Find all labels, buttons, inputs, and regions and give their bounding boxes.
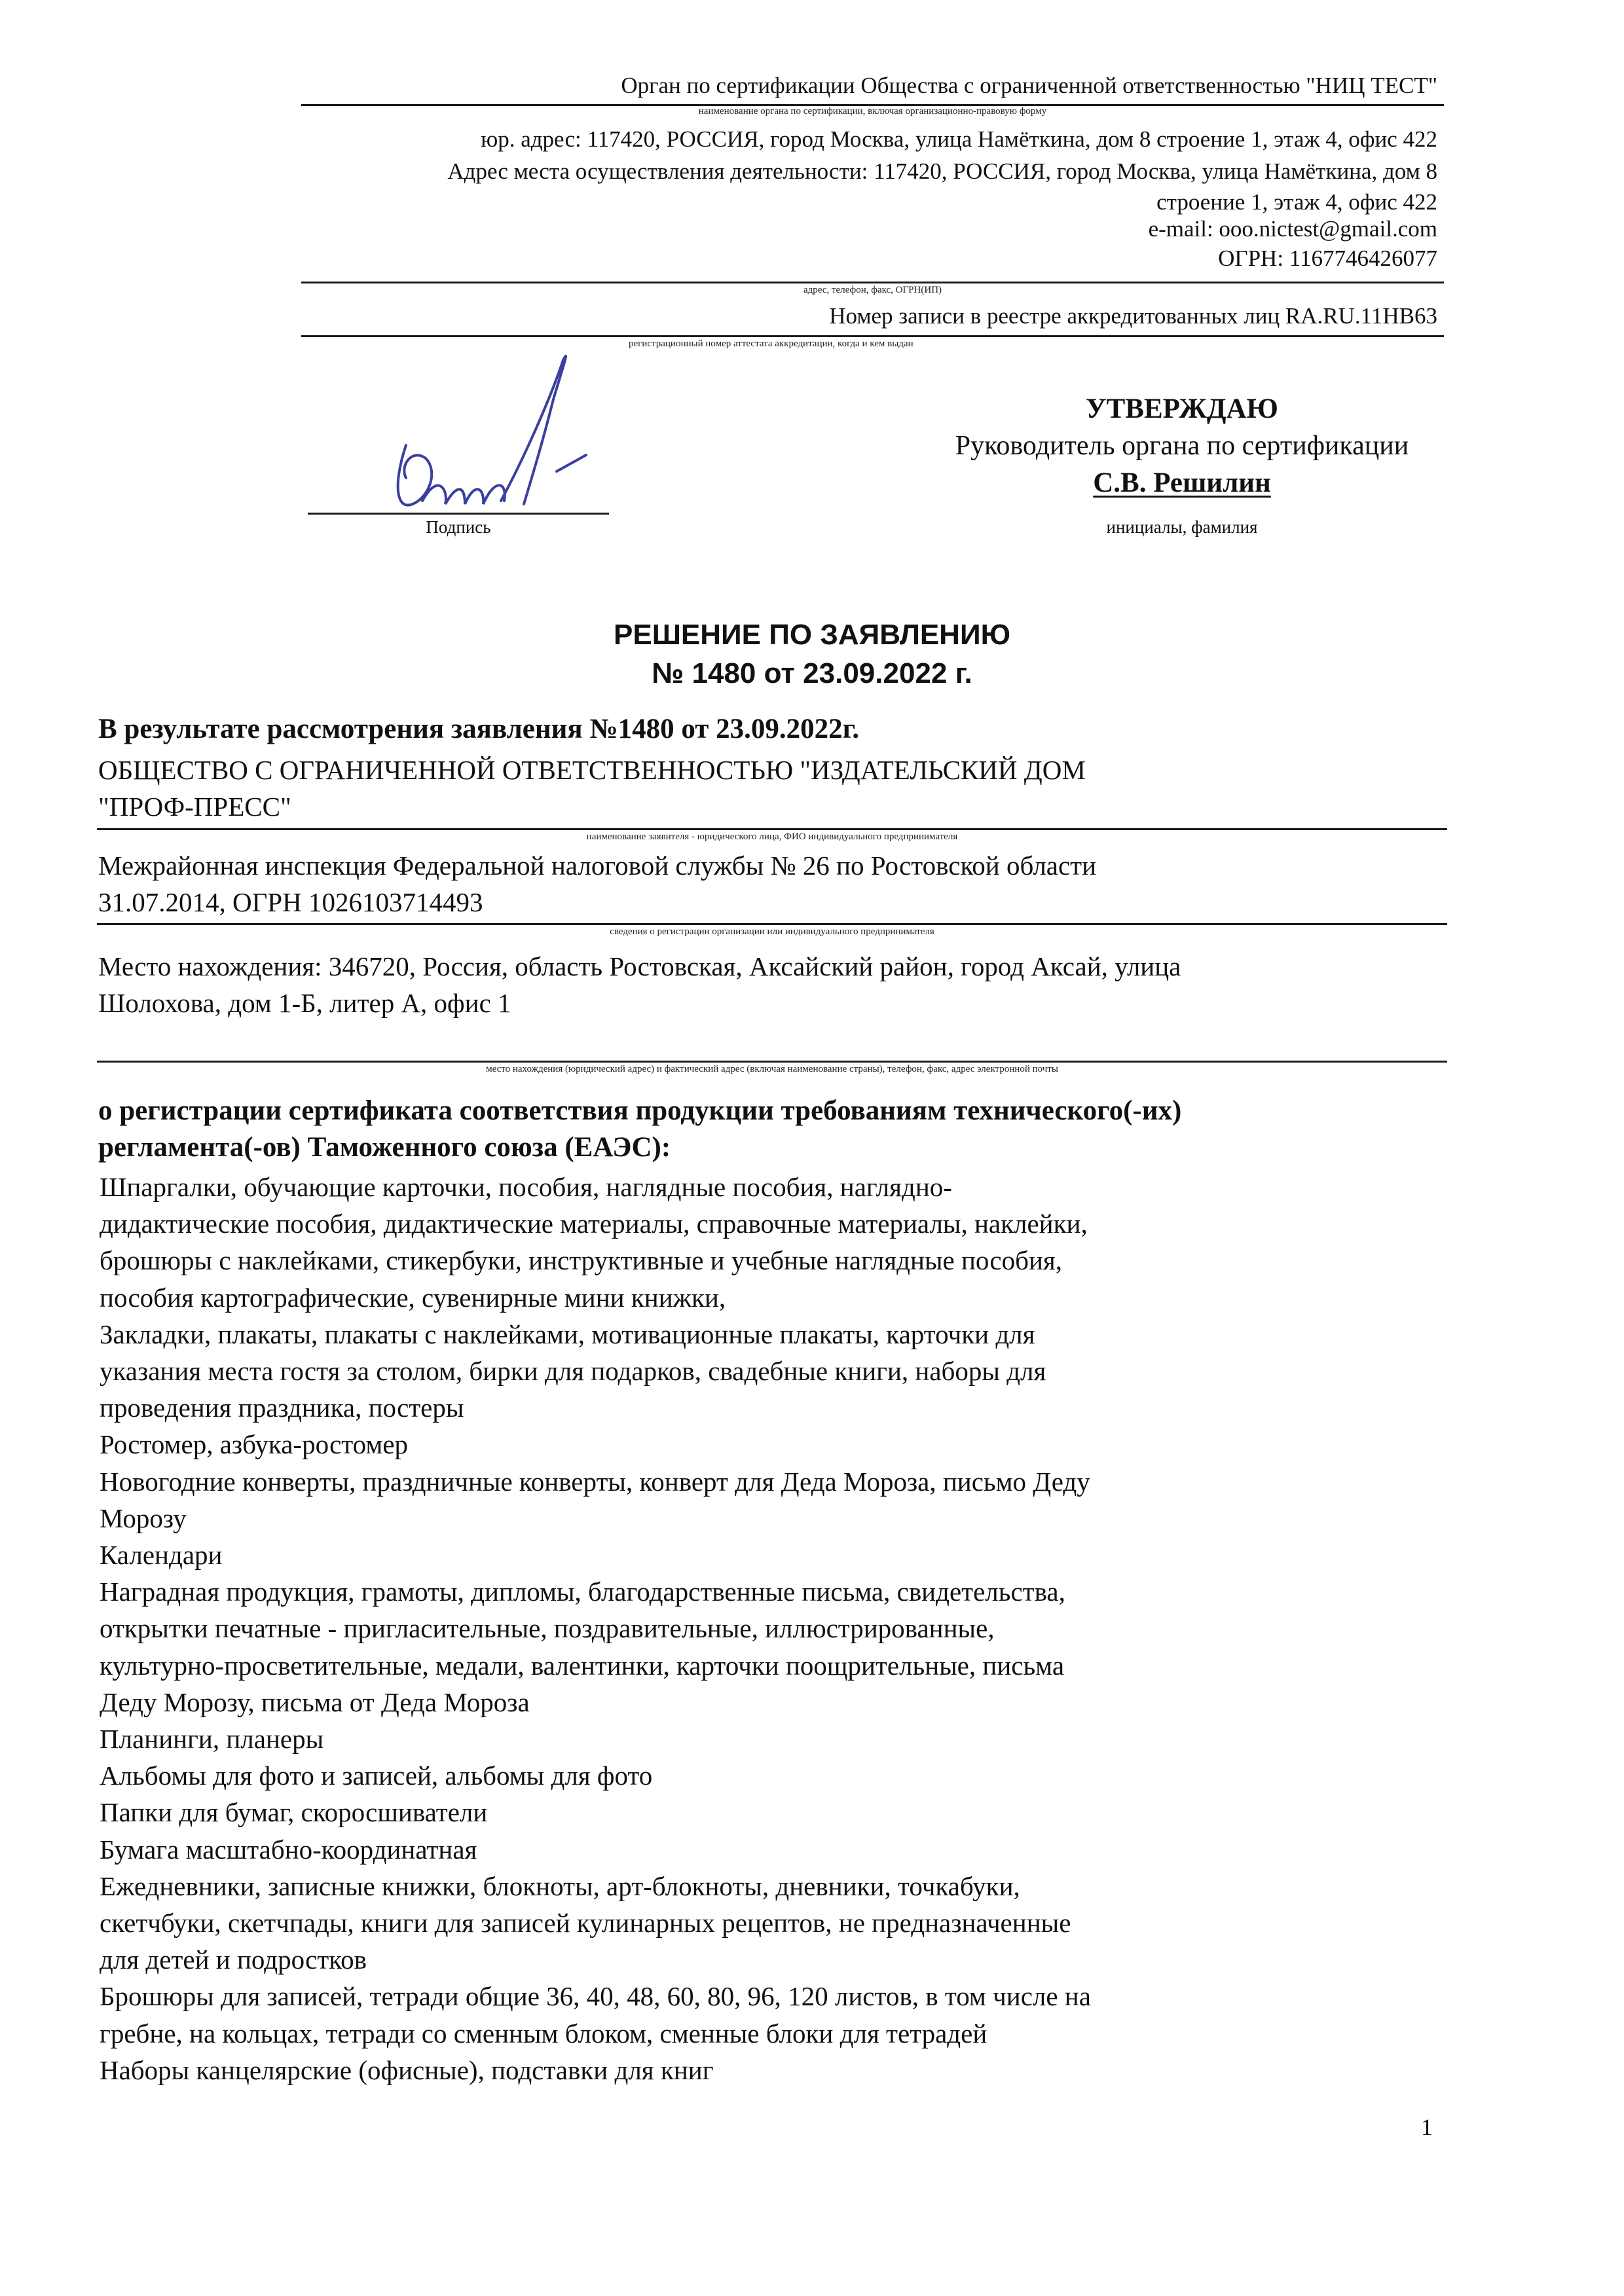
divider: [301, 282, 1444, 283]
product-item: Наградная продукция, грамоты, дипломы, благодарственные письма, свидетельства, открытки печатные - пригласительные, поздравительные, иллюстрированные, культурно-просветительные, медали, валентинки, карточки поощрительные, письма Деду Морозу, письма от Деда Мороза: [100, 1576, 1065, 1717]
page-number: 1: [1421, 2114, 1433, 2140]
product-item: Закладки, плакаты, плакаты с наклейками, мотивационные плакаты, карточки для указания места гостя за столом, бирки для подарков, свадебные книги, наборы для проведения праздника, постеры: [100, 1319, 1046, 1423]
product-list: [100, 1169, 1475, 2088]
signature-caption: Подпись: [426, 517, 491, 537]
applicant-name-line-1: ОБЩЕСТВО С ОГРАНИЧЕННОЙ ОТВЕТСТВЕННОСТЬЮ "ИЗДАТЕЛЬСКИЙ ДОМ: [98, 755, 1086, 785]
product-item: Альбомы для фото и записей, альбомы для фото: [100, 1760, 653, 1791]
ogrn-line: ОГРН: 1167746426077: [1218, 246, 1437, 271]
registration-caption: сведения о регистрации организации или индивидуального предпринимателя: [610, 926, 934, 937]
address-line-2: Адрес места осуществления деятельности: 117420, РОССИЯ, город Москва, улица Намёткина, дом 8: [447, 158, 1437, 184]
handwritten-signature: [367, 340, 616, 537]
email-line: e-mail: ooo.nictest@gmail.com: [1148, 216, 1437, 242]
product-item: Шпаргалки, обучающие карточки, пособия, наглядные пособия, наглядно- дидактические пособия, дидактические материалы, справочные материалы, наклейки, брошюры с наклейками, стикербуки, инструктивные и учебные наглядные пособия, пособия картографические, сувенирные мини книжки,: [100, 1172, 1088, 1313]
product-item: Бумага масштабно-координатная: [100, 1834, 477, 1865]
decision-title: РЕШЕНИЕ ПО ЗАЯВЛЕНИЮ: [614, 619, 1010, 651]
subject-line-1: о регистрации сертификата соответствия продукции требованиям технического(-их): [98, 1095, 1182, 1126]
review-intro: В результате рассмотрения заявления №1480 от 23.09.2022г.: [98, 714, 860, 744]
applicant-name-line-2: "ПРОФ-ПРЕСС": [98, 792, 291, 822]
signature-line: [308, 513, 609, 515]
product-item: Планинги, планеры: [100, 1724, 324, 1755]
registration-line-1: Межрайонная инспекция Федеральной налоговой службы № 26 по Ростовской области: [98, 850, 1097, 881]
divider: [97, 828, 1447, 830]
registry-caption: регистрационный номер аттестата аккредитации, когда и кем выдан: [629, 338, 913, 349]
divider: [97, 1061, 1447, 1063]
certification-body-name: Орган по сертификации Общества с ограниченной ответственностью "НИЦ ТЕСТ": [621, 73, 1437, 98]
applicant-name-caption: наименование заявителя - юридического лица, ФИО индивидуального предпринимателя: [586, 831, 958, 842]
location-line-1: Место нахождения: 346720, Россия, область Ростовская, Аксайский район, город Аксай, улица: [98, 951, 1181, 981]
approval-heading: УТВЕРЖДАЮ: [1086, 393, 1278, 424]
product-item: Календари: [100, 1540, 223, 1571]
certification-body-caption: наименование органа по сертификации, включая организационно-правовую форму: [698, 106, 1047, 117]
location-line-2: Шолохова, дом 1-Б, литер А, офис 1: [98, 988, 511, 1018]
approver-name: С.В. Решилин: [1093, 467, 1271, 498]
subject-line-2: регламента(-ов) Таможенного союза (ЕАЭС):: [98, 1132, 671, 1163]
location-caption: место нахождения (юридический адрес) и фактический адрес (включая наименование страны), телефон, факс, адрес электронной почты: [486, 1064, 1058, 1074]
divider: [301, 335, 1444, 337]
address-line-3: строение 1, этаж 4, офис 422: [1156, 189, 1437, 215]
product-item: Папки для бумаг, скоросшиватели: [100, 1797, 488, 1828]
address-caption: адрес, телефон, факс, ОГРН(ИП): [803, 285, 942, 295]
decision-number: № 1480 от 23.09.2022 г.: [652, 657, 972, 689]
approver-name-caption: инициалы, фамилия: [1106, 517, 1258, 537]
product-item: Наборы канцелярские (офисные), подставки для книг: [100, 2054, 714, 2085]
product-item: Ростомер, азбука-ростомер: [100, 1429, 409, 1460]
product-item: Ежедневники, записные книжки, блокноты, арт-блокноты, дневники, точкабуки, скетчбуки, скетчпады, книги для записей кулинарных рецептов, не предназначенные для детей и подростков: [100, 1870, 1071, 1975]
registration-line-2: 31.07.2014, ОГРН 1026103714493: [98, 887, 483, 917]
registry-number: Номер записи в реестре аккредитованных лиц RA.RU.11HB63: [829, 303, 1437, 329]
address-line-1: юр. адрес: 117420, РОССИЯ, город Москва, улица Намёткина, дом 8 строение 1, этаж 4, офис 422: [481, 126, 1437, 152]
product-item: Брошюры для записей, тетради общие 36, 40, 48, 60, 80, 96, 120 листов, в том числе на гребне, на кольцах, тетради со сменным блоком, сменные блоки для тетрадей: [100, 1981, 1091, 2049]
divider: [97, 923, 1447, 925]
product-item: Новогодние конверты, праздничные конверты, конверт для Деда Мороза, письмо Деду Морозу: [100, 1466, 1090, 1533]
approver-position: Руководитель органа по сертификации: [955, 431, 1409, 461]
